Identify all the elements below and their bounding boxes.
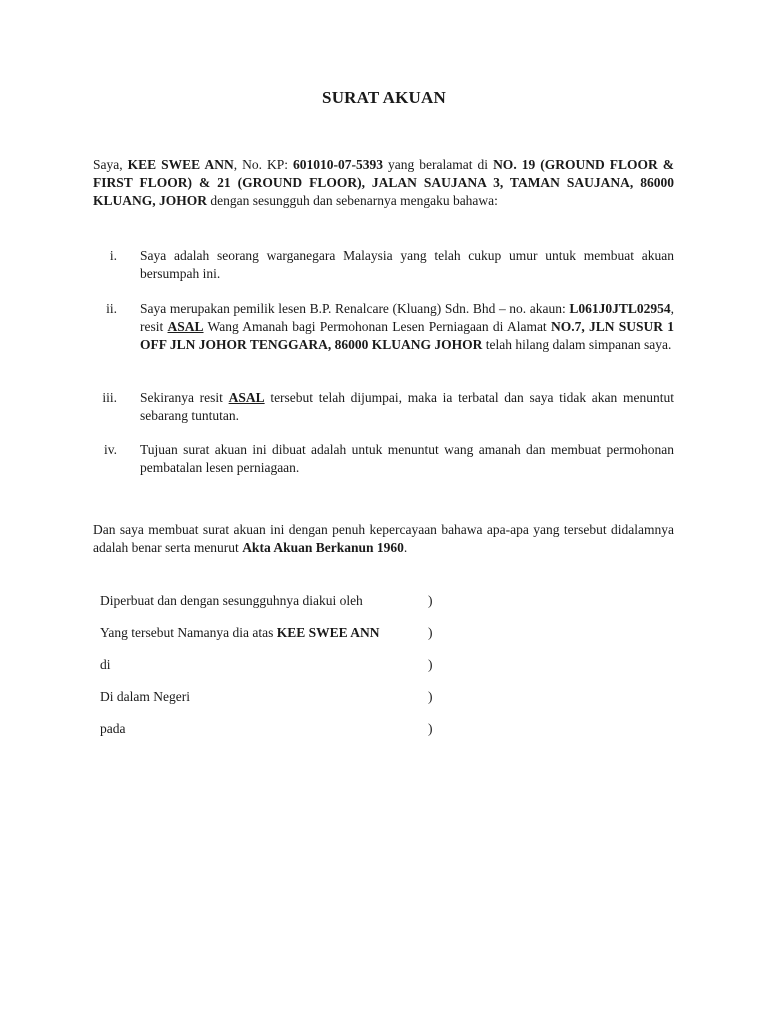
list-item-number: iii.: [102, 390, 117, 405]
asal-emphasis: ASAL: [228, 390, 265, 405]
list-item-text: [140, 389, 674, 425]
signature-bracket: ): [428, 657, 433, 672]
list-item-text: Saya adalah seorang warganegara Malaysia yang telah cukup umur untuk membuat akuan bersumpah ini.: [140, 248, 674, 281]
ic-number: 601010-07-5393: [293, 157, 384, 172]
list-item-text: Tujuan surat akuan ini dibuat adalah untuk menuntut wang amanah dan membuat permohonan pembatalan lesen perniagaan.: [140, 442, 674, 475]
account-number: L061J0JTL02954: [569, 301, 671, 316]
signature-line: [100, 592, 440, 610]
closing-text: .: [403, 540, 408, 555]
signature-line: [100, 720, 440, 738]
intro-text: yang beralamat di: [383, 157, 494, 172]
list-item-text-part: tersebut telah dijumpai, maka ia terbatal dan saya tidak akan menuntut sebarang tuntutan.: [140, 390, 674, 423]
signature-line: [100, 688, 440, 706]
business-address: NO.7, JLN SUSUR 1 OFF JLN JOHOR TENGGARA, 86000 KLUANG JOHOR: [140, 319, 674, 352]
signature-line: [100, 656, 440, 674]
list-item-text-part: , resit: [140, 301, 674, 334]
list-item-number: i.: [109, 248, 117, 263]
declarant-name: KEE SWEE ANN: [127, 157, 234, 172]
list-item-text: [140, 300, 674, 354]
signature-bracket: ): [428, 689, 433, 704]
signature-label: [100, 624, 380, 642]
asal-emphasis: ASAL: [167, 319, 204, 334]
closing-paragraph: [93, 521, 674, 557]
list-item-text-part: Saya merupakan pemilik lesen B.P. Renalcare (Kluang) Sdn. Bhd – no. akaun:: [140, 301, 570, 316]
list-item-text-part: telah hilang dalam simpanan saya.: [482, 337, 672, 352]
list-item-number: ii.: [106, 301, 117, 316]
signature-line: [100, 624, 440, 642]
closing-text: Dan saya membuat surat akuan ini dengan penuh kepercayaan bahawa apa-apa yang tersebut didalamnya adalah benar serta menurut: [93, 522, 674, 555]
signature-label-text: Yang tersebut Namanya dia atas: [100, 625, 277, 640]
signature-label: pada: [100, 721, 126, 736]
list-item-text-part: Wang Amanah bagi Permohonan Lesen Perniagaan di Alamat: [203, 319, 551, 334]
list-item-text-part: Sekiranya resit: [140, 390, 229, 405]
declarant-name: KEE SWEE ANN: [276, 625, 380, 640]
intro-text: dengan sesungguh dan sebenarnya mengaku bahawa:: [207, 193, 498, 208]
signature-bracket: ): [428, 593, 433, 608]
signature-bracket: ): [428, 721, 433, 736]
intro-paragraph: [93, 156, 674, 210]
act-name: Akta Akuan Berkanun 1960: [242, 540, 404, 555]
signature-label: di: [100, 657, 111, 672]
declarant-address: NO. 19 (GROUND FLOOR & FIRST FLOOR) & 21 (GROUND FLOOR), JALAN SAUJANA 3, TAMAN SAUJANA, 86000 KLUANG, JOHOR: [93, 157, 674, 208]
intro-text: , No. KP:: [233, 157, 294, 172]
list-item-number: iv.: [104, 442, 117, 457]
intro-text: Saya,: [93, 157, 128, 172]
signature-label: Di dalam Negeri: [100, 689, 190, 704]
signature-bracket: ): [428, 625, 433, 640]
document-title: SURAT AKUAN: [322, 88, 446, 107]
signature-label: Diperbuat dan dengan sesungguhnya diakui oleh: [100, 593, 363, 608]
